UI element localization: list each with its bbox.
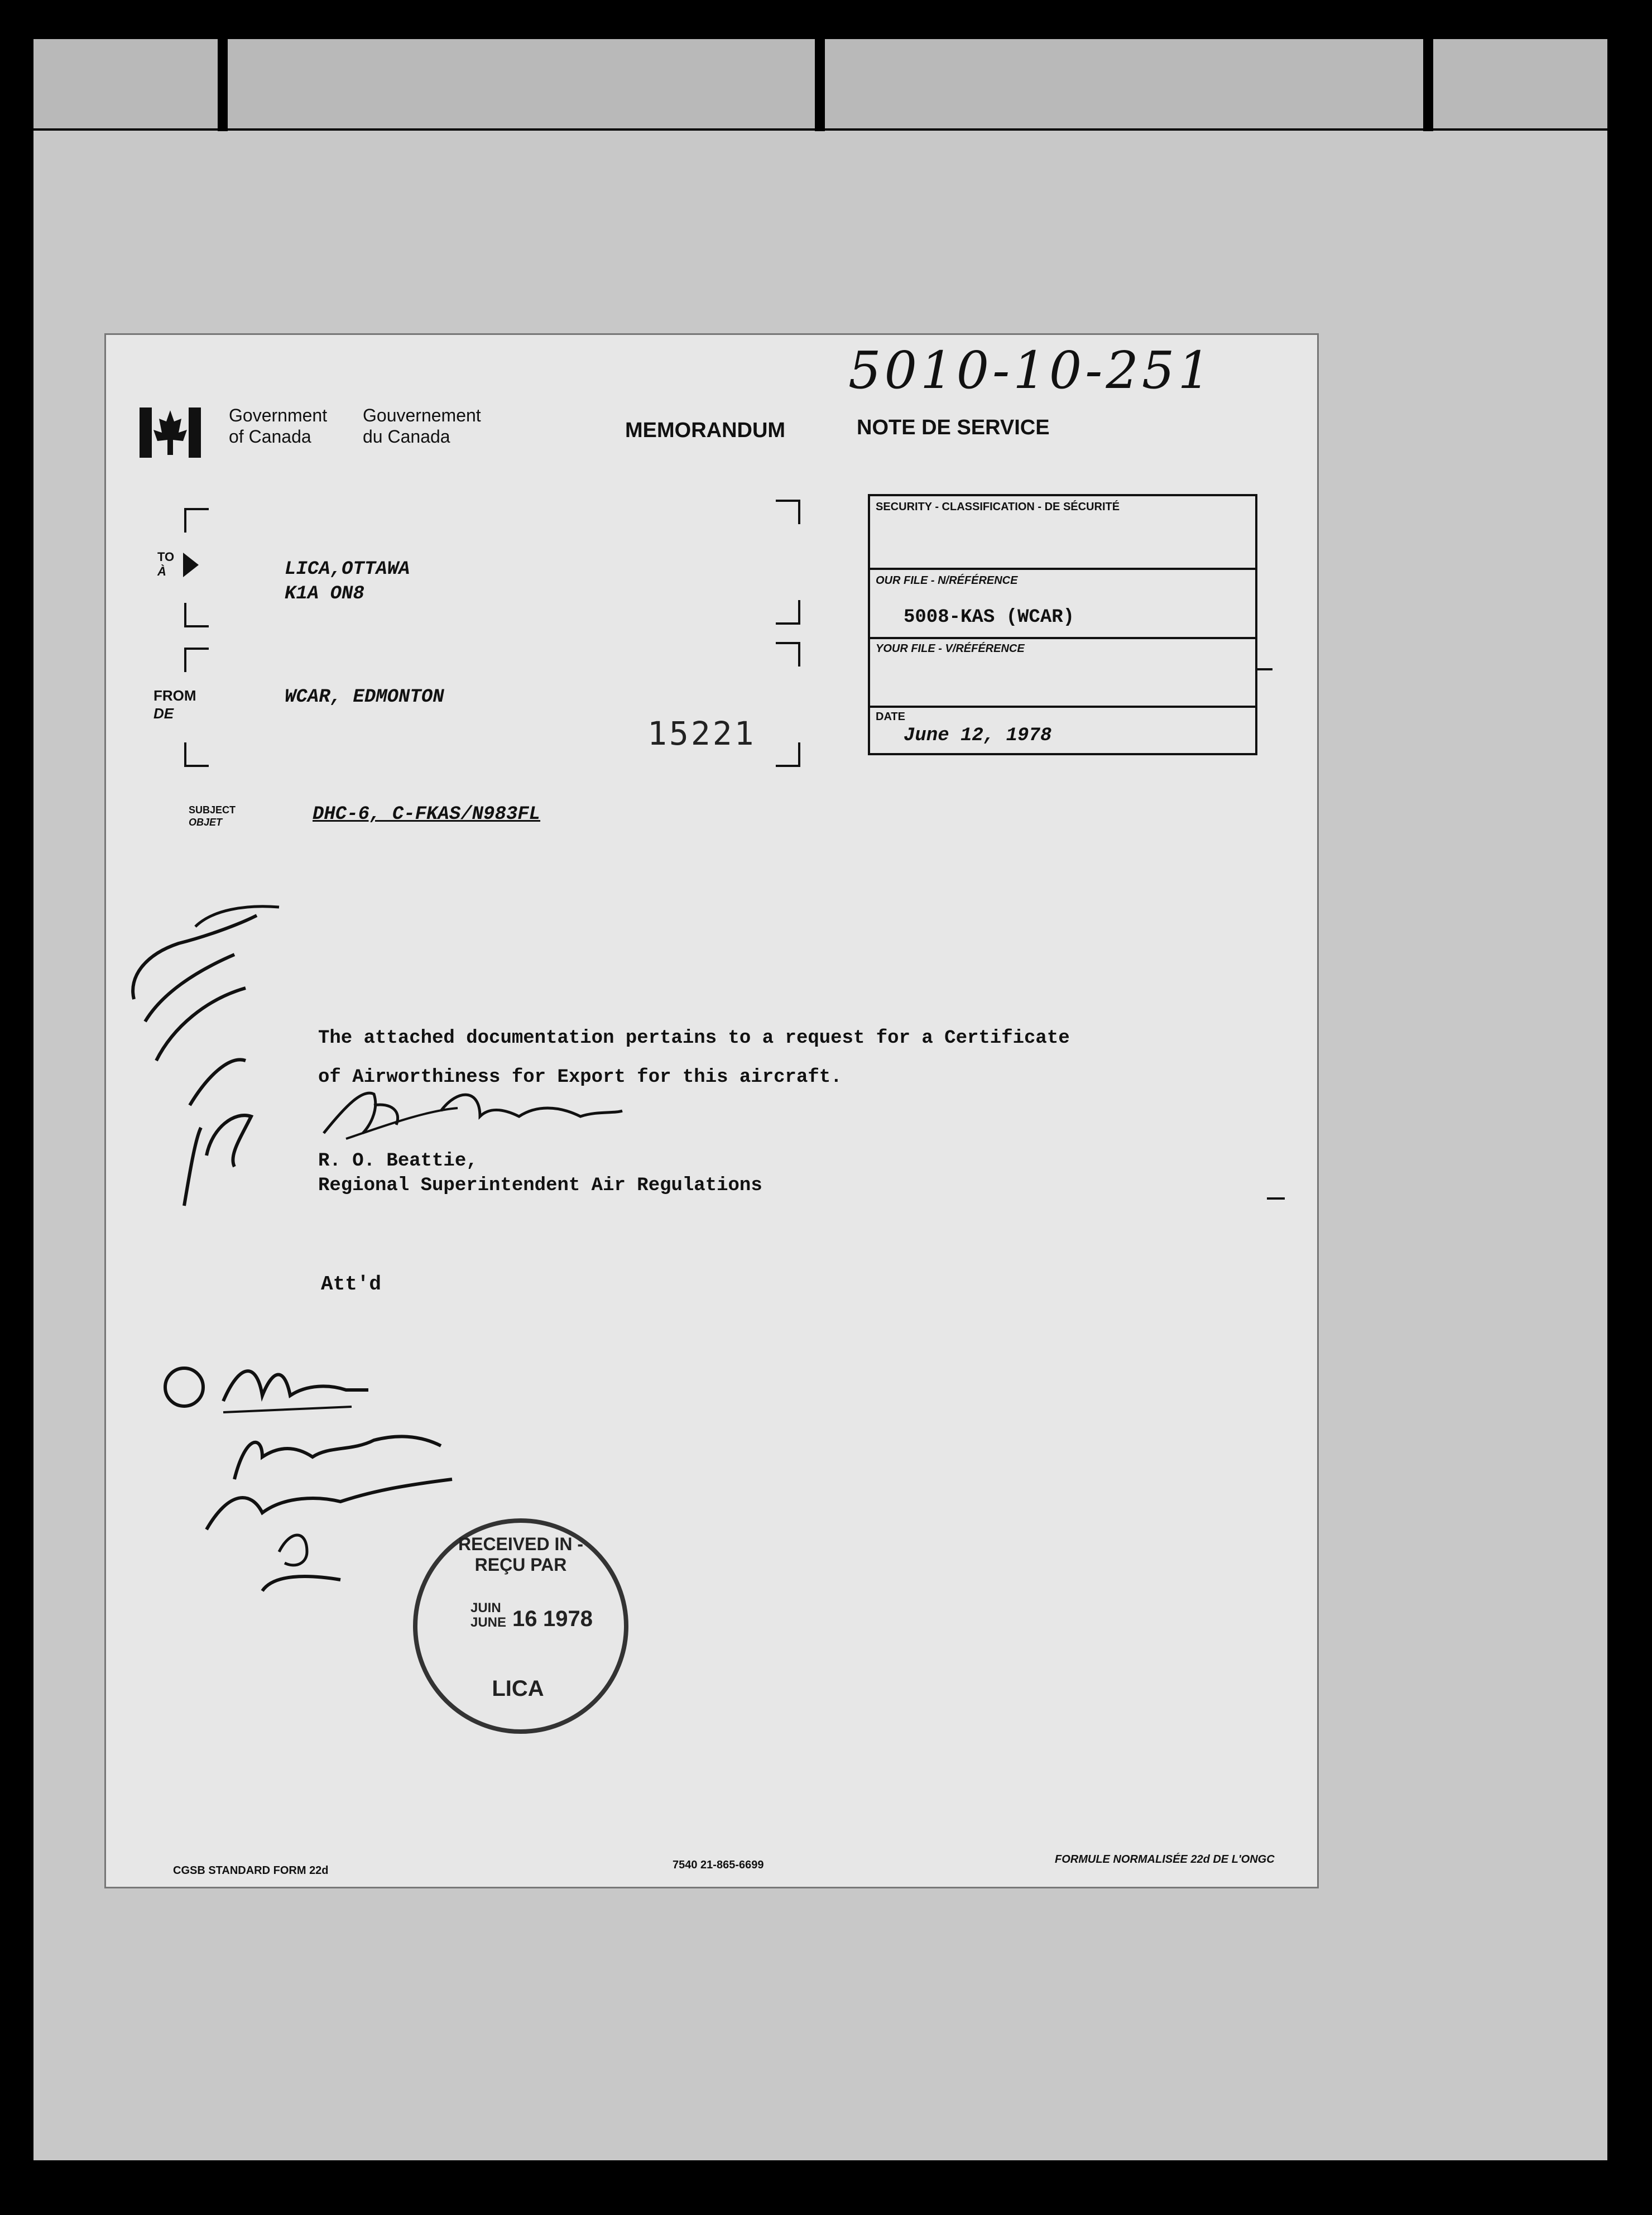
date-label: DATE [876, 711, 905, 723]
government-fr: Gouvernement du Canada [363, 405, 481, 447]
our-file-value: 5008-KAS (WCAR) [904, 607, 1075, 628]
received-stamp [413, 1518, 628, 1734]
memo-page [106, 335, 1317, 1887]
security-label: SECURITY - CLASSIFICATION - DE SÉCURITÉ [876, 501, 1120, 513]
address-corner [776, 742, 800, 767]
address-corner [184, 742, 209, 767]
address-corner [776, 600, 800, 625]
film-divider-line [218, 39, 228, 131]
government-en: Government of Canada [229, 405, 328, 447]
arrow-icon [183, 553, 199, 577]
footer-center: 7540 21-865-6699 [673, 1859, 764, 1871]
your-file-label: YOUR FILE - V/RÉFÉRENCE [876, 643, 1025, 655]
stamp-top-text: RECEIVED IN - REÇU PAR [458, 1534, 584, 1575]
reference-box [868, 494, 1257, 755]
footer-right: FORMULE NORMALISÉE 22d DE L'ONGC [1055, 1853, 1275, 1866]
attachment-note: Att'd [321, 1273, 382, 1296]
stamped-number: 15221 [647, 715, 756, 752]
address-corner [184, 648, 209, 672]
stamp-month: JUIN JUNE [470, 1600, 507, 1630]
to-address: LICA,OTTAWA K1A ON8 [285, 559, 410, 605]
signature-block: R. O. Beattie, Regional Superintendent Air Regulations [318, 1150, 762, 1196]
subject-value: DHC-6, C-FKAS/N983FL [313, 804, 541, 825]
canada-flag-icon [140, 407, 201, 463]
stamp-office: LICA [492, 1676, 544, 1701]
to-label: TO À [157, 550, 175, 578]
memo-body: The attached documentation pertains to a request for a Certificate of Airworthiness for Export for this aircraft. [318, 1028, 1070, 1088]
signature-image [313, 1072, 625, 1150]
stamp-year: 1978 [543, 1607, 593, 1631]
film-divider-line [815, 39, 825, 131]
address-corner [184, 508, 209, 533]
our-file-label: OUR FILE - N/RÉFÉRENCE [876, 574, 1018, 587]
margin-tick [1256, 668, 1272, 670]
margin-tick [1267, 1197, 1285, 1200]
note-de-service-heading: NOTE DE SERVICE [857, 416, 1050, 439]
from-label: FROM DE [153, 687, 196, 722]
subject-label: SUBJECT OBJET [189, 804, 236, 828]
stamp-day: 16 [512, 1607, 537, 1631]
footer-left: CGSB STANDARD FORM 22d [173, 1864, 329, 1877]
film-divider-line [1423, 39, 1433, 131]
from-address: WCAR, EDMONTON [285, 687, 444, 708]
address-corner [776, 500, 800, 524]
memorandum-heading: MEMORANDUM [625, 419, 786, 442]
address-corner [184, 603, 209, 627]
date-value: June 12, 1978 [904, 725, 1052, 746]
handwritten-file-number: 5010-10-251 [848, 341, 1214, 400]
margin-handwriting-image [112, 893, 313, 1239]
address-corner [776, 642, 800, 667]
